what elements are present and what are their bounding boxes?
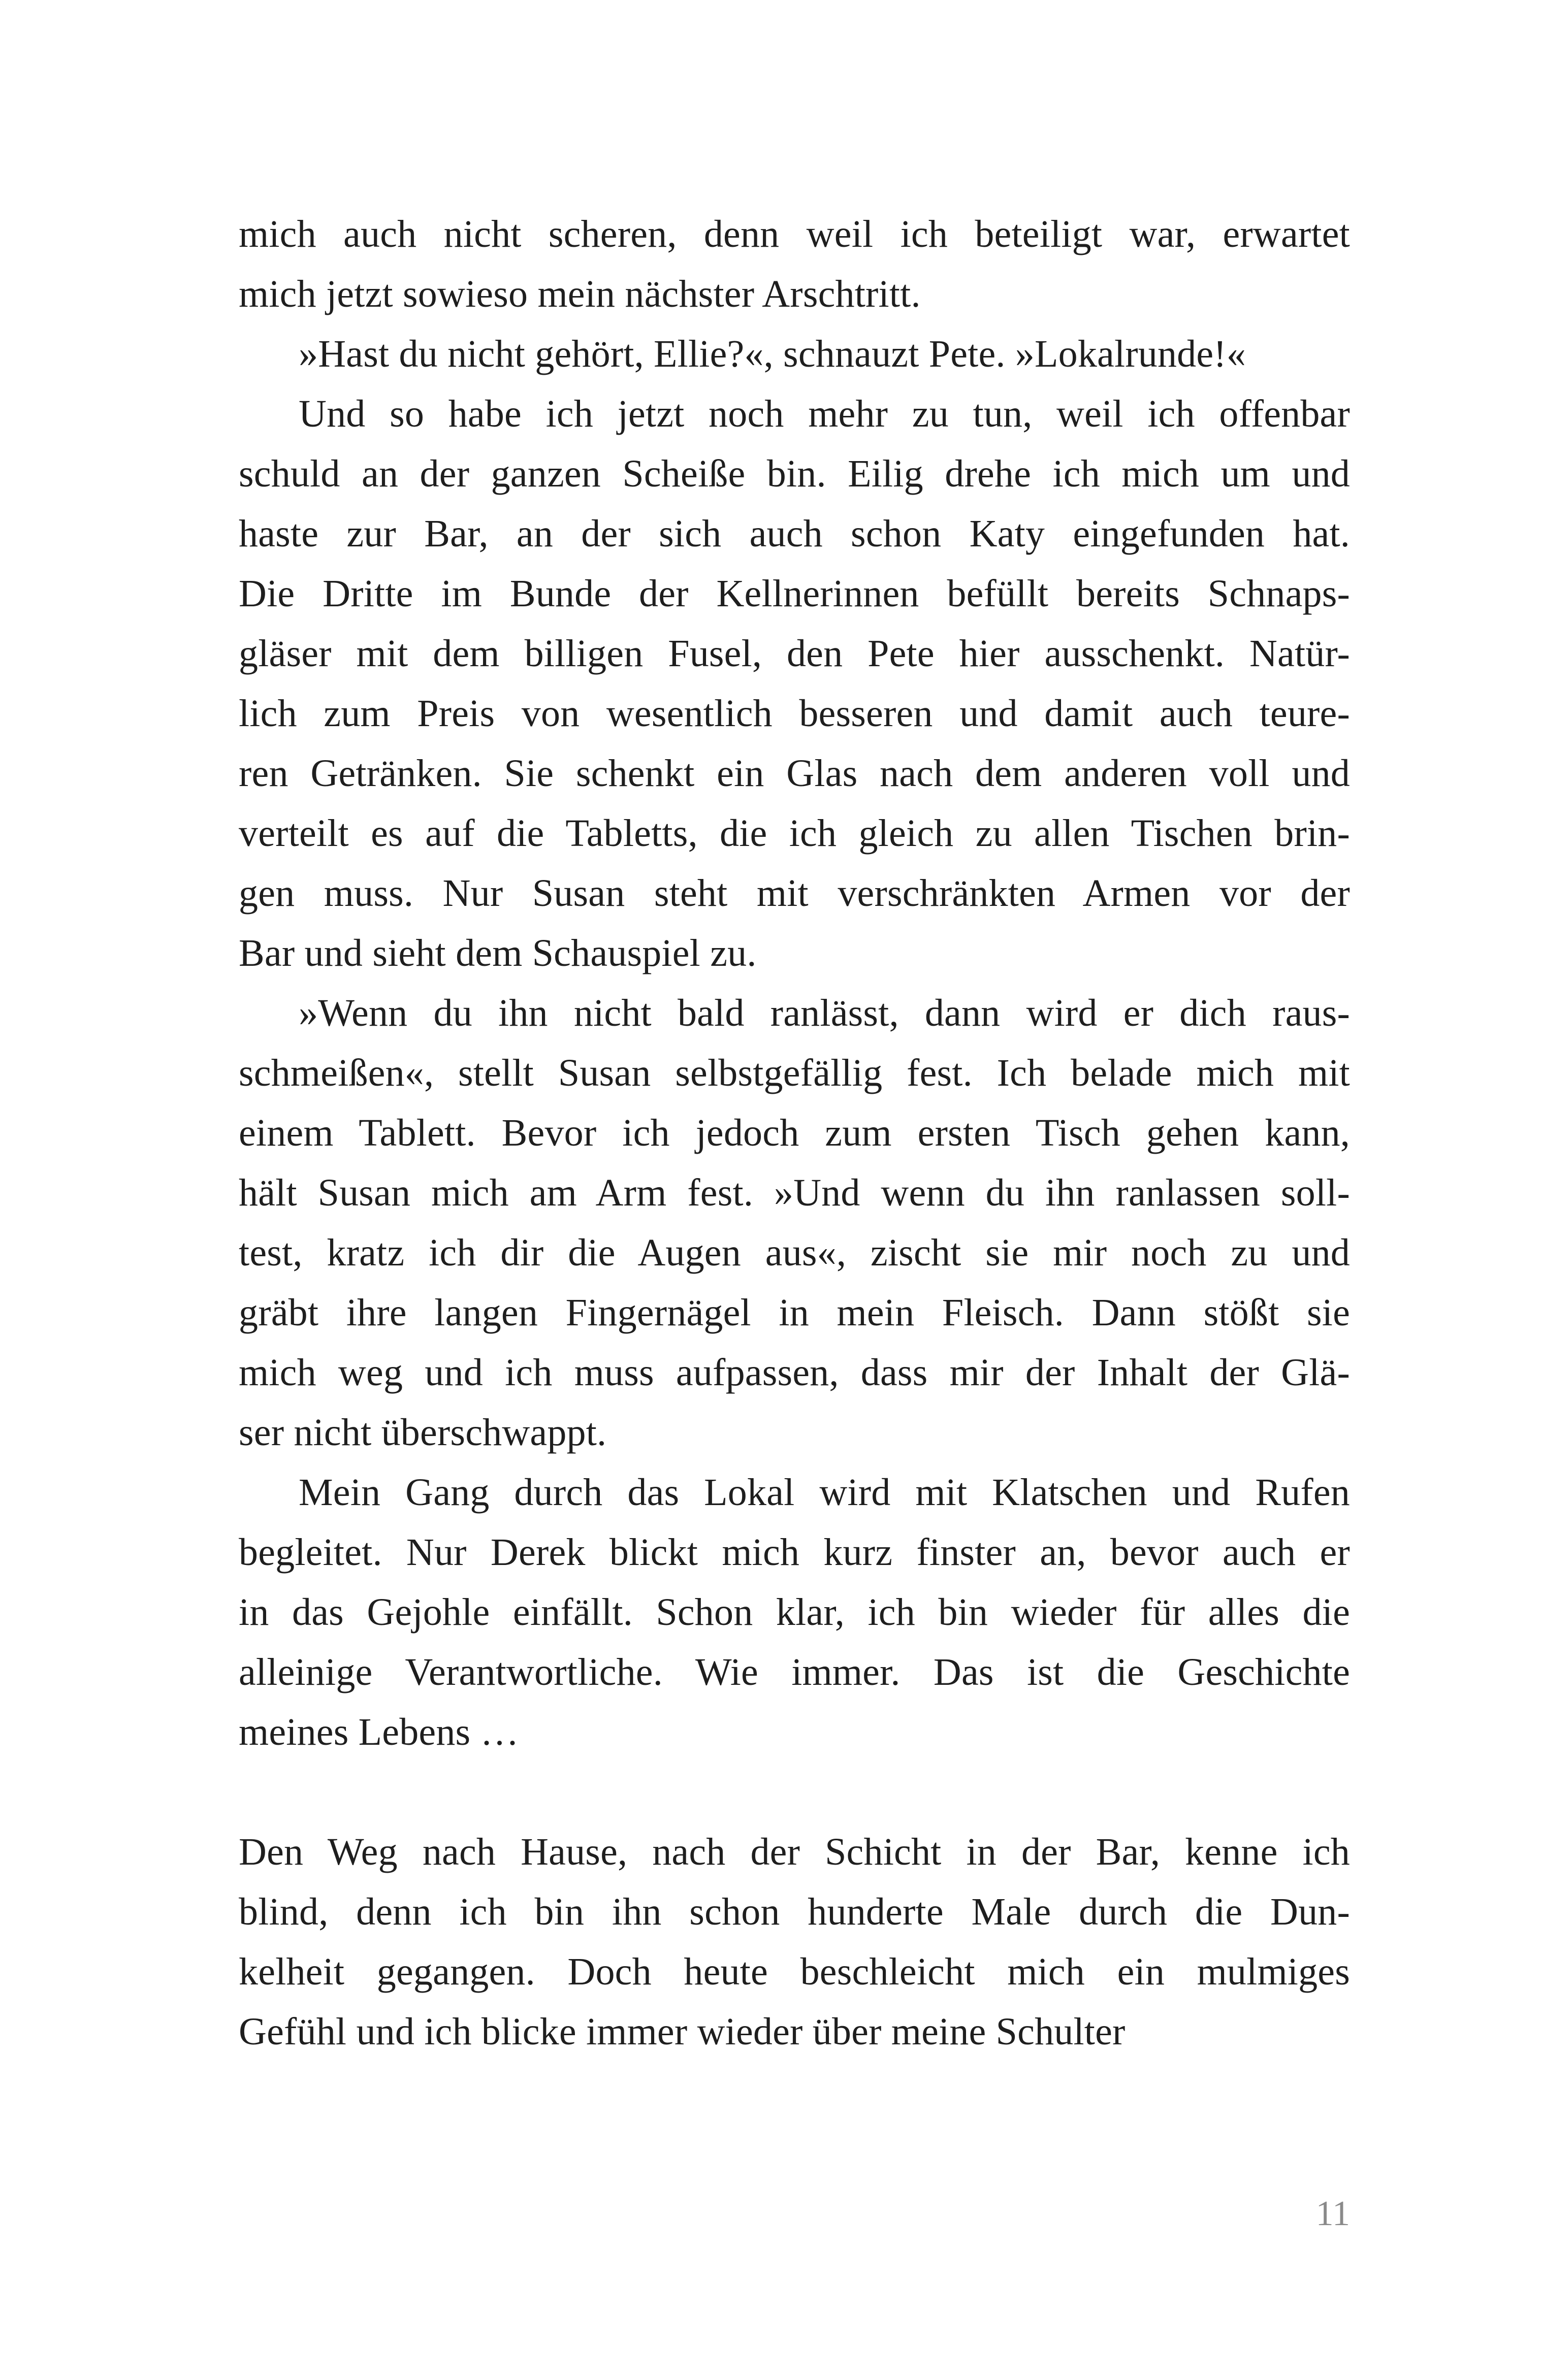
text-line: test, kratz ich dir die Augen aus«, zischt sie mir noch zu und xyxy=(239,1231,1350,1274)
text-line: meines Lebens … xyxy=(239,1711,519,1753)
text-line: ser nicht überschwappt. xyxy=(239,1411,607,1454)
text-line: mich auch nicht scheren, denn weil ich beteiligt war, erwartet xyxy=(239,213,1350,255)
text-line: begleitet. Nur Derek blickt mich kurz finster an, bevor auch er xyxy=(239,1531,1350,1574)
text-line: mich jetzt sowieso mein nächster Arschtritt. xyxy=(239,273,921,315)
paragraph xyxy=(239,204,1350,324)
body-text xyxy=(239,204,1350,2062)
paragraph xyxy=(239,1822,1350,2062)
text-line: in das Gejohle einfällt. Schon klar, ich bin wieder für alles die xyxy=(239,1591,1350,1634)
paragraph xyxy=(239,384,1350,983)
text-line: haste zur Bar, an der sich auch schon Katy eingefunden hat. xyxy=(239,512,1350,555)
text-line: gläser mit dem billigen Fusel, den Pete hier ausschenkt. Natür- xyxy=(239,632,1350,675)
text-line: Bar und sieht dem Schauspiel zu. xyxy=(239,932,757,974)
paragraph xyxy=(239,1462,1350,1762)
text-line: verteilt es auf die Tabletts, die ich gleich zu allen Tischen brin- xyxy=(239,812,1350,855)
text-line: mich weg und ich muss aufpassen, dass mir der Inhalt der Glä- xyxy=(239,1351,1350,1394)
text-line: »Hast du nicht gehört, Ellie?«, schnauzt Pete. »Lokalrunde!« xyxy=(299,333,1246,375)
page-number: 11 xyxy=(1315,2194,1350,2233)
section-break xyxy=(239,1762,1350,1822)
text-line: Die Dritte im Bunde der Kellnerinnen befüllt bereits Schnaps- xyxy=(239,572,1350,615)
text-line: blind, denn ich bin ihn schon hunderte Male durch die Dun- xyxy=(239,1890,1350,1933)
text-line: kelheit gegangen. Doch heute beschleicht mich ein mulmiges xyxy=(239,1950,1350,1993)
text-line: lich zum Preis von wesentlich besseren und damit auch teure- xyxy=(239,692,1350,735)
text-line: gräbt ihre langen Fingernägel in mein Fleisch. Dann stößt sie xyxy=(239,1291,1350,1334)
text-line: »Wenn du ihn nicht bald ranlässt, dann wird er dich raus- xyxy=(299,992,1350,1034)
text-line: Gefühl und ich blicke immer wieder über meine Schulter xyxy=(239,2010,1126,2053)
text-line: Den Weg nach Hause, nach der Schicht in der Bar, kenne ich xyxy=(239,1831,1350,1873)
text-line: schmeißen«, stellt Susan selbstgefällig fest. Ich belade mich mit xyxy=(239,1052,1350,1094)
text-line: gen muss. Nur Susan steht mit verschränkten Armen vor der xyxy=(239,872,1350,915)
paragraph xyxy=(239,324,1350,384)
text-line: alleinige Verantwortliche. Wie immer. Das ist die Geschichte xyxy=(239,1651,1350,1693)
text-line: ren Getränken. Sie schenkt ein Glas nach dem anderen voll und xyxy=(239,752,1350,795)
text-line: Und so habe ich jetzt noch mehr zu tun, weil ich offenbar xyxy=(299,393,1350,435)
text-line: einem Tablett. Bevor ich jedoch zum ersten Tisch gehen kann, xyxy=(239,1112,1350,1154)
text-line: schuld an der ganzen Scheiße bin. Eilig drehe ich mich um und xyxy=(239,452,1350,495)
paragraph xyxy=(239,983,1350,1462)
text-line: Mein Gang durch das Lokal wird mit Klatschen und Rufen xyxy=(299,1471,1350,1514)
text-line: hält Susan mich am Arm fest. »Und wenn du ihn ranlassen soll- xyxy=(239,1171,1350,1214)
